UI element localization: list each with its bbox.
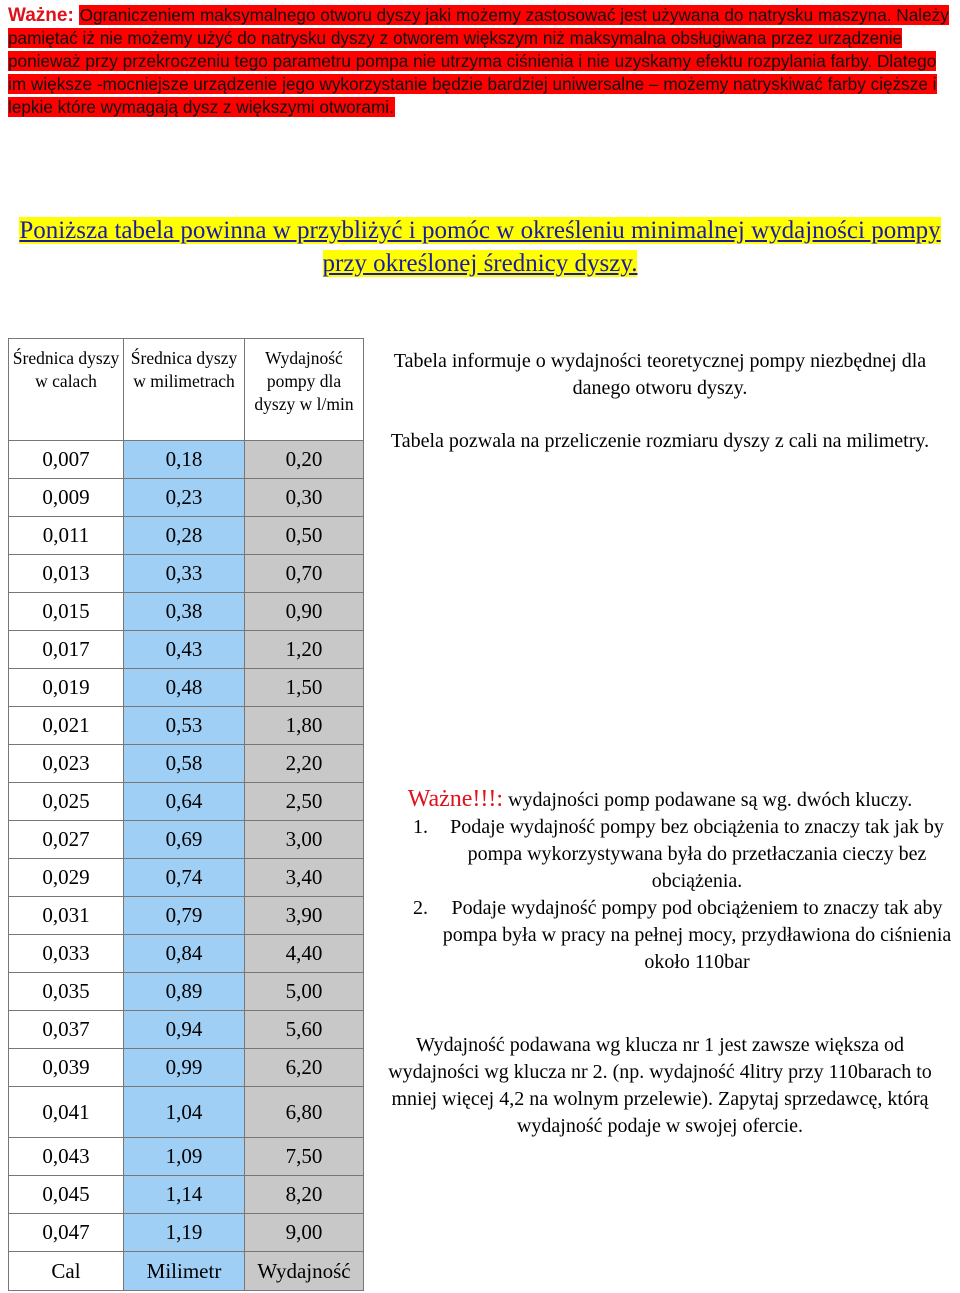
cell-inches: 0,013 [9, 555, 124, 593]
cell-inches: 0,007 [9, 441, 124, 479]
cell-millimeters: 1,14 [124, 1176, 245, 1214]
footer-flow: Wydajność [245, 1252, 364, 1291]
table-row [9, 783, 364, 821]
table-footer-row [9, 1252, 364, 1291]
cell-flow: 0,30 [245, 479, 364, 517]
cell-flow: 0,50 [245, 517, 364, 555]
cell-millimeters: 0,89 [124, 973, 245, 1011]
table-row [9, 1138, 364, 1176]
cell-millimeters: 0,84 [124, 935, 245, 973]
table-row [9, 1049, 364, 1087]
cell-flow: 8,20 [245, 1176, 364, 1214]
cell-flow: 1,50 [245, 669, 364, 707]
cell-millimeters: 0,48 [124, 669, 245, 707]
cell-flow: 0,20 [245, 441, 364, 479]
table-row [9, 517, 364, 555]
table-row [9, 1087, 364, 1138]
cell-flow: 4,40 [245, 935, 364, 973]
table-row [9, 631, 364, 669]
cell-millimeters: 0,28 [124, 517, 245, 555]
table-caption-text: Poniższa tabela powinna w przybliżyć i pomóc w określeniu minimalnej wydajności pompy przy określonej średnicy dyszy. [19, 217, 941, 277]
table-row [9, 669, 364, 707]
cell-millimeters: 0,79 [124, 897, 245, 935]
warning-paragraph [8, 4, 952, 119]
cell-inches: 0,041 [9, 1087, 124, 1138]
header-inches: Średnica dyszy w calach [9, 339, 124, 441]
table-row [9, 707, 364, 745]
cell-millimeters: 1,04 [124, 1087, 245, 1138]
cell-flow: 3,00 [245, 821, 364, 859]
cell-flow: 7,50 [245, 1138, 364, 1176]
cell-inches: 0,031 [9, 897, 124, 935]
cell-inches: 0,045 [9, 1176, 124, 1214]
footer-inches: Cal [9, 1252, 124, 1291]
cell-inches: 0,027 [9, 821, 124, 859]
cell-inches: 0,011 [9, 517, 124, 555]
table-row [9, 859, 364, 897]
important-text: wydajności pomp podawane są wg. dwóch kluczy. [503, 789, 913, 811]
cell-millimeters: 1,09 [124, 1138, 245, 1176]
cell-millimeters: 0,33 [124, 555, 245, 593]
final-note: Wydajność podawana wg klucza nr 1 jest zawsze większa od wydajności wg klucza nr 2. (np. wydajność 4litry przy 110barach to mniej więcej 4,2 na wolnym przelewie). Zapytaj sprzedawcę, którą wydajność podaje w swojej ofercie. [388, 1034, 932, 1137]
cell-inches: 0,025 [9, 783, 124, 821]
important-list [368, 814, 952, 976]
nozzle-table [8, 338, 364, 1291]
important-lead: Ważne!!!: [407, 786, 504, 812]
cell-millimeters: 1,19 [124, 1214, 245, 1252]
cell-flow: 5,60 [245, 1011, 364, 1049]
table-row [9, 1214, 364, 1252]
table-row [9, 973, 364, 1011]
cell-inches: 0,029 [9, 859, 124, 897]
item-number: 2. [413, 897, 428, 919]
item-text: Podaje wydajność pompy bez obciążenia to znaczy tak jak by pompa wykorzystywana była do przetłaczania cieczy bez obciążenia. [450, 816, 944, 892]
cell-millimeters: 0,64 [124, 783, 245, 821]
cell-inches: 0,015 [9, 593, 124, 631]
cell-flow: 0,90 [245, 593, 364, 631]
cell-flow: 6,20 [245, 1049, 364, 1087]
cell-inches: 0,033 [9, 935, 124, 973]
table-row [9, 479, 364, 517]
warning-text: Ograniczeniem maksymalnego otworu dyszy jaki możemy zastosować jest używana do natrysku maszyna. Należy pamiętać iż nie możemy użyć do natrysku dyszy z otworem większym niż maksymalna obsługiwana przez urządzenie ponieważ przy przekroczeniu tego parametru pompa nie utrzyma ciśnienia i nie uzyskamy efektu rozpylania farby. Dlatego im większe -mocniejsze urządzenie jego wykorzystanie będzie bardziej uniwersalne – możemy natryskiwać farby cięższe i lepkie które wymagają dysz z większymi otworami. [8, 5, 949, 117]
important-heading [368, 786, 952, 814]
cell-flow: 5,00 [245, 973, 364, 1011]
cell-flow: 1,20 [245, 631, 364, 669]
info-conversion: Tabela pozwala na przeliczenie rozmiaru dyszy z cali na milimetry. [390, 430, 930, 452]
cell-millimeters: 0,43 [124, 631, 245, 669]
table-row [9, 821, 364, 859]
table-row [9, 593, 364, 631]
table-row [9, 745, 364, 783]
table-row [9, 935, 364, 973]
cell-millimeters: 0,58 [124, 745, 245, 783]
cell-flow: 1,80 [245, 707, 364, 745]
cell-millimeters: 0,38 [124, 593, 245, 631]
cell-flow: 3,90 [245, 897, 364, 935]
item-number: 1. [413, 816, 428, 838]
table-caption [8, 214, 952, 280]
cell-flow: 2,50 [245, 783, 364, 821]
cell-millimeters: 0,53 [124, 707, 245, 745]
cell-millimeters: 0,69 [124, 821, 245, 859]
cell-flow: 9,00 [245, 1214, 364, 1252]
table-row [9, 897, 364, 935]
item-text: Podaje wydajność pompy pod obciążeniem to znaczy tak aby pompa była w pracy na pełnej mocy, przydławiona do ciśnienia około 110bar [442, 897, 952, 973]
important-item-2 [368, 895, 952, 976]
cell-millimeters: 0,23 [124, 479, 245, 517]
important-note [368, 786, 952, 976]
cell-inches: 0,035 [9, 973, 124, 1011]
cell-inches: 0,009 [9, 479, 124, 517]
table-row [9, 441, 364, 479]
table-row [9, 1176, 364, 1214]
header-flow: Wydajność pompy dla dyszy w l/min [245, 339, 364, 441]
important-item-1 [368, 814, 952, 895]
cell-millimeters: 0,94 [124, 1011, 245, 1049]
cell-inches: 0,019 [9, 669, 124, 707]
info-theoretical: Tabela informuje o wydajności teoretycznej pompy niezbędnej dla danego otworu dyszy. [393, 350, 927, 399]
cell-inches: 0,017 [9, 631, 124, 669]
header-millimeters: Średnica dyszy w milimetrach [124, 339, 245, 441]
cell-millimeters: 0,99 [124, 1049, 245, 1087]
cell-flow: 2,20 [245, 745, 364, 783]
footer-millimeters: Milimetr [124, 1252, 245, 1291]
cell-inches: 0,039 [9, 1049, 124, 1087]
table-row [9, 555, 364, 593]
cell-millimeters: 0,74 [124, 859, 245, 897]
cell-inches: 0,047 [9, 1214, 124, 1252]
cell-flow: 6,80 [245, 1087, 364, 1138]
cell-inches: 0,023 [9, 745, 124, 783]
cell-flow: 0,70 [245, 555, 364, 593]
table-row [9, 1011, 364, 1049]
cell-inches: 0,021 [9, 707, 124, 745]
table-header-row [9, 339, 364, 441]
cell-inches: 0,043 [9, 1138, 124, 1176]
cell-flow: 3,40 [245, 859, 364, 897]
cell-inches: 0,037 [9, 1011, 124, 1049]
warning-label: Ważne: [8, 5, 74, 26]
cell-millimeters: 0,18 [124, 441, 245, 479]
